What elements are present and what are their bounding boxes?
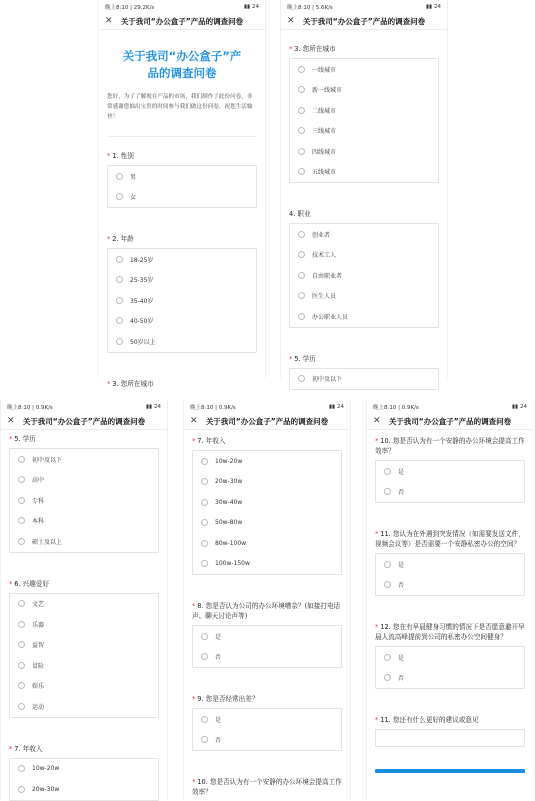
radio-icon[interactable]: [18, 621, 25, 628]
signal-icon: ▮▮: [328, 403, 335, 410]
option-hobby-1[interactable]: 文艺: [10, 594, 158, 615]
option-job-4[interactable]: 医生人员: [290, 286, 438, 307]
radio-icon[interactable]: [384, 674, 391, 681]
radio-icon[interactable]: [298, 313, 305, 320]
nav-bar: [1, 413, 167, 430]
radio-icon[interactable]: [18, 517, 25, 524]
option-edu-2[interactable]: 高中: [10, 470, 158, 491]
status-time: 晚上8:10 | 5.6K/s: [287, 4, 333, 11]
radio-icon[interactable]: [298, 168, 305, 175]
phone-screen-5: [366, 400, 534, 800]
survey-title: 关于我司“办公盒子”产品的调查问卷: [122, 49, 242, 80]
option-city-2[interactable]: 新一线城市: [290, 80, 438, 101]
radio-icon[interactable]: [18, 641, 25, 648]
question-title: 9. 您是否经常出差？: [197, 695, 259, 703]
question-title: 4. 职业: [289, 210, 311, 218]
option-job-3[interactable]: 自由职业者: [290, 265, 438, 286]
question-title: 6. 兴趣爱好: [14, 579, 50, 588]
radio-icon[interactable]: [116, 338, 123, 345]
question-title: 10. 您是否认为有一个安静的办公环境会提高工作效率？: [375, 437, 525, 455]
option-edu-5[interactable]: 硕士及以上: [10, 531, 158, 552]
close-icon[interactable]: ✕: [105, 16, 113, 26]
radio-icon[interactable]: [298, 375, 305, 382]
radio-icon[interactable]: [201, 458, 208, 465]
radio-icon[interactable]: [18, 497, 25, 504]
radio-icon[interactable]: [201, 540, 208, 547]
status-bar: [184, 400, 350, 413]
option-edu-3[interactable]: 专科: [10, 490, 158, 511]
radio-icon[interactable]: [201, 499, 208, 506]
radio-icon[interactable]: [116, 297, 123, 304]
option-hobby-6[interactable]: 运动: [10, 696, 158, 717]
option-edu-4[interactable]: 本科: [10, 511, 158, 532]
option-edu-1[interactable]: 初中及以下: [290, 369, 438, 390]
option-yes[interactable]: 是: [193, 626, 341, 647]
question-title: 7. 年收入: [14, 744, 43, 753]
radio-icon[interactable]: [116, 256, 123, 263]
question-title: 11. 您还有什么更好的建议或意见: [380, 716, 479, 724]
question-title: 11. 您认为在外遇到突发情况（如需要发送文件，视频会议等）是否需要一个安静私密办公的空间？: [375, 530, 525, 548]
question-occupation: [289, 207, 439, 328]
status-time: 晚上8:10 | 29.2K/s: [105, 4, 155, 11]
submit-button[interactable]: [375, 769, 525, 773]
question-city: * 3. 您所在城市: [107, 379, 154, 388]
radio-icon[interactable]: [116, 173, 123, 180]
option-income-6[interactable]: 100w-150w: [193, 554, 341, 575]
survey-intro: 您好，为了了解现在产品的市场，我们制作了此份问卷，非常感谢您抽出宝贵的时间参与我们做这份问卷，祝您生活愉快！: [107, 92, 257, 137]
nav-bar: [99, 13, 265, 30]
close-icon[interactable]: ✕: [287, 16, 295, 26]
radio-icon[interactable]: [116, 317, 123, 324]
radio-icon[interactable]: [384, 581, 391, 588]
option-income-2[interactable]: 20w-30w: [193, 472, 341, 493]
question-title: 7. 年收入: [197, 437, 226, 445]
option-job-2[interactable]: 技术工人: [290, 245, 438, 266]
radio-icon[interactable]: [201, 736, 208, 743]
radio-icon[interactable]: [298, 127, 305, 134]
radio-icon[interactable]: [201, 478, 208, 485]
radio-icon[interactable]: [201, 633, 208, 640]
battery-level: 24: [337, 403, 344, 410]
option-income-2[interactable]: 20w-30w: [10, 779, 158, 800]
nav-title: 关于我司“办公盒子”产品的调查问卷: [120, 16, 244, 26]
phone-screen-1: [98, 0, 266, 388]
question-title: 5. 学历: [14, 435, 36, 443]
option-hobby-5[interactable]: 娱乐: [10, 676, 158, 697]
option-no[interactable]: 否: [193, 647, 341, 668]
radio-icon[interactable]: [298, 251, 305, 258]
nav-title: 关于我司“办公盒子”产品的调查问卷: [22, 416, 146, 426]
signal-icon: ▮▮: [243, 3, 250, 10]
close-icon[interactable]: ✕: [7, 416, 15, 426]
option-yes[interactable]: 是: [376, 461, 524, 482]
status-icons: [426, 4, 441, 10]
radio-icon[interactable]: [384, 488, 391, 495]
status-bar: [1, 400, 167, 413]
suggestion-input[interactable]: [375, 729, 525, 747]
option-no[interactable]: 否: [376, 482, 524, 503]
option-income-1[interactable]: 10w-20w: [193, 451, 341, 472]
question-morning-fitness: * 12. 您在有早晨健身习惯的情况下是否愿意避开早晨人流高峰提前到公司的私密办公空间健身？ 是 否: [375, 620, 525, 689]
battery-level: 24: [252, 3, 259, 10]
question-title: 2. 年龄: [112, 235, 134, 243]
option-city-6[interactable]: 五线城市: [290, 162, 438, 183]
close-icon[interactable]: ✕: [373, 416, 381, 426]
question-suggestions: * 11. 您还有什么更好的建议或意见: [375, 713, 525, 747]
option-yes[interactable]: 是: [193, 709, 341, 730]
option-yes[interactable]: 是: [376, 554, 524, 575]
option-male[interactable]: 男: [108, 166, 256, 187]
radio-icon[interactable]: [18, 662, 25, 669]
status-bar: [281, 0, 447, 13]
status-time: 晚上8:10 | 0.9K/s: [373, 404, 419, 411]
option-female[interactable]: 女: [108, 187, 256, 208]
status-icons: [146, 404, 161, 410]
close-icon[interactable]: ✕: [190, 416, 198, 426]
nav-title: 关于我司“办公盒子”产品的调查问卷: [388, 416, 512, 426]
radio-icon[interactable]: [116, 276, 123, 283]
radio-icon[interactable]: [201, 519, 208, 526]
radio-icon[interactable]: [116, 193, 123, 200]
question-income: * 7. 年收入 10w-20w 20w-30w 30w-40w 50w-80w 80w-100w 100w-150w: [192, 434, 342, 575]
nav-title: 关于我司“办公盒子”产品的调查问卷: [302, 16, 426, 26]
option-city-5[interactable]: 四线城市: [290, 141, 438, 162]
radio-icon[interactable]: [18, 765, 25, 772]
option-age-2[interactable]: 25-35岁: [108, 270, 256, 291]
radio-icon[interactable]: [18, 538, 25, 545]
radio-icon[interactable]: [18, 786, 25, 793]
option-job-5[interactable]: 办公职业人员: [290, 306, 438, 327]
question-title: 10. 您是否认为有一个安静的办公环境会提高工作效率？: [192, 778, 342, 796]
radio-icon[interactable]: [298, 86, 305, 93]
question-title: 1. 性别: [112, 152, 134, 160]
status-bar: [99, 0, 265, 13]
status-icons: [329, 404, 344, 410]
radio-icon[interactable]: [298, 107, 305, 114]
radio-icon[interactable]: [298, 272, 305, 279]
radio-icon[interactable]: [201, 560, 208, 567]
option-age-3[interactable]: 35-40岁: [108, 290, 256, 311]
question-gender: * 1. 性别 男 女: [107, 149, 257, 208]
question-income: * 7. 年收入 10w-20w 20w-30w: [9, 742, 159, 801]
status-time: 晚上8:10 | 0.9K/s: [7, 404, 53, 411]
nav-bar: [367, 413, 533, 430]
option-job-1[interactable]: 创业者: [290, 224, 438, 245]
question-title: 3. 您所在城市: [112, 379, 154, 388]
question-quiet-efficiency: * 10. 您是否认为有一个安静的办公环境会提高工作效率？: [192, 778, 342, 796]
question-private-space: * 11. 您认为在外遇到突发情况（如需要发送文件，视频会议等）是否需要一个安静私密办公的空间？ 是 否: [375, 527, 525, 596]
option-hobby-3[interactable]: 益智: [10, 635, 158, 656]
question-education: * 5. 学历 初中及以下: [289, 352, 439, 391]
option-income-5[interactable]: 80w-100w: [193, 533, 341, 554]
question-business-trip: * 9. 您是否经常出差？ 是 否: [192, 692, 342, 751]
question-noisy-office: * 8. 您是否认为公司的办公环境嘈杂？(如接打电话声、聊天讨论声等) 是 否: [192, 599, 342, 668]
option-edu-1[interactable]: 初中及以下: [10, 449, 158, 470]
battery-level: 24: [154, 403, 161, 410]
radio-icon[interactable]: [18, 600, 25, 607]
signal-icon: ▮▮: [145, 403, 152, 410]
option-age-4[interactable]: 40-50岁: [108, 311, 256, 332]
radio-icon[interactable]: [18, 682, 25, 689]
option-hobby-2[interactable]: 乐器: [10, 614, 158, 635]
radio-icon[interactable]: [384, 561, 391, 568]
radio-icon[interactable]: [298, 231, 305, 238]
option-no[interactable]: 否: [193, 730, 341, 751]
question-city: * 3. 您所在城市 一线城市 新一线城市 二线城市 三线城市 四线城市 五线城市: [289, 42, 439, 183]
option-age-1[interactable]: 18-25岁: [108, 249, 256, 270]
radio-icon[interactable]: [384, 654, 391, 661]
radio-icon[interactable]: [298, 148, 305, 155]
question-education: * 5. 学历 初中及以下 高中 专科 本科 硕士及以上: [9, 432, 159, 553]
nav-title: 关于我司“办公盒子”产品的调查问卷: [205, 416, 329, 426]
status-bar: [367, 400, 533, 413]
option-city-3[interactable]: 二线城市: [290, 100, 438, 121]
radio-icon[interactable]: [298, 292, 305, 299]
option-income-4[interactable]: 50w-80w: [193, 513, 341, 534]
battery-level: 24: [520, 403, 527, 410]
radio-icon[interactable]: [201, 653, 208, 660]
option-no[interactable]: 否: [376, 668, 524, 689]
question-age: * 2. 年龄 18-25岁 25-35岁 35-40岁 40-50岁 50岁以上: [107, 232, 257, 353]
radio-icon[interactable]: [384, 468, 391, 475]
signal-icon: ▮▮: [425, 3, 432, 10]
status-icons: [512, 404, 527, 410]
signal-icon: ▮▮: [511, 403, 518, 410]
battery-level: 24: [434, 3, 441, 10]
option-income-1[interactable]: 10w-20w: [10, 759, 158, 780]
status-icons: [244, 4, 259, 10]
nav-bar: [281, 13, 447, 30]
option-income-3[interactable]: 30w-40w: [193, 492, 341, 513]
question-hobbies: * 6. 兴趣爱好 文艺 乐器 益智 冒险 娱乐 运动: [9, 577, 159, 718]
radio-icon[interactable]: [298, 66, 305, 73]
option-city-1[interactable]: 一线城市: [290, 59, 438, 80]
option-city-4[interactable]: 三线城市: [290, 121, 438, 142]
phone-screen-3: [0, 400, 168, 800]
option-age-5[interactable]: 50岁以上: [108, 331, 256, 352]
question-title: 8. 您是否认为公司的办公环境嘈杂？(如接打电话声、聊天讨论声等): [192, 602, 341, 620]
radio-icon[interactable]: [18, 703, 25, 710]
phone-screen-4: [183, 400, 351, 800]
phone-screen-2: [280, 0, 448, 384]
option-hobby-4[interactable]: 冒险: [10, 655, 158, 676]
question-title: 3. 您所在城市: [294, 45, 336, 53]
question-quiet-efficiency: * 10. 您是否认为有一个安静的办公环境会提高工作效率？ 是 否: [375, 434, 525, 503]
radio-icon[interactable]: [18, 456, 25, 463]
radio-icon[interactable]: [18, 476, 25, 483]
question-title: 12. 您在有早晨健身习惯的情况下是否愿意避开早晨人流高峰提前到公司的私密办公空间健身？: [375, 623, 525, 641]
option-no[interactable]: 否: [376, 575, 524, 596]
radio-icon[interactable]: [201, 716, 208, 723]
nav-bar: [184, 413, 350, 430]
question-title: 5. 学历: [294, 354, 316, 363]
status-time: 晚上8:10 | 0.9K/s: [190, 404, 236, 411]
option-yes[interactable]: 是: [376, 647, 524, 668]
